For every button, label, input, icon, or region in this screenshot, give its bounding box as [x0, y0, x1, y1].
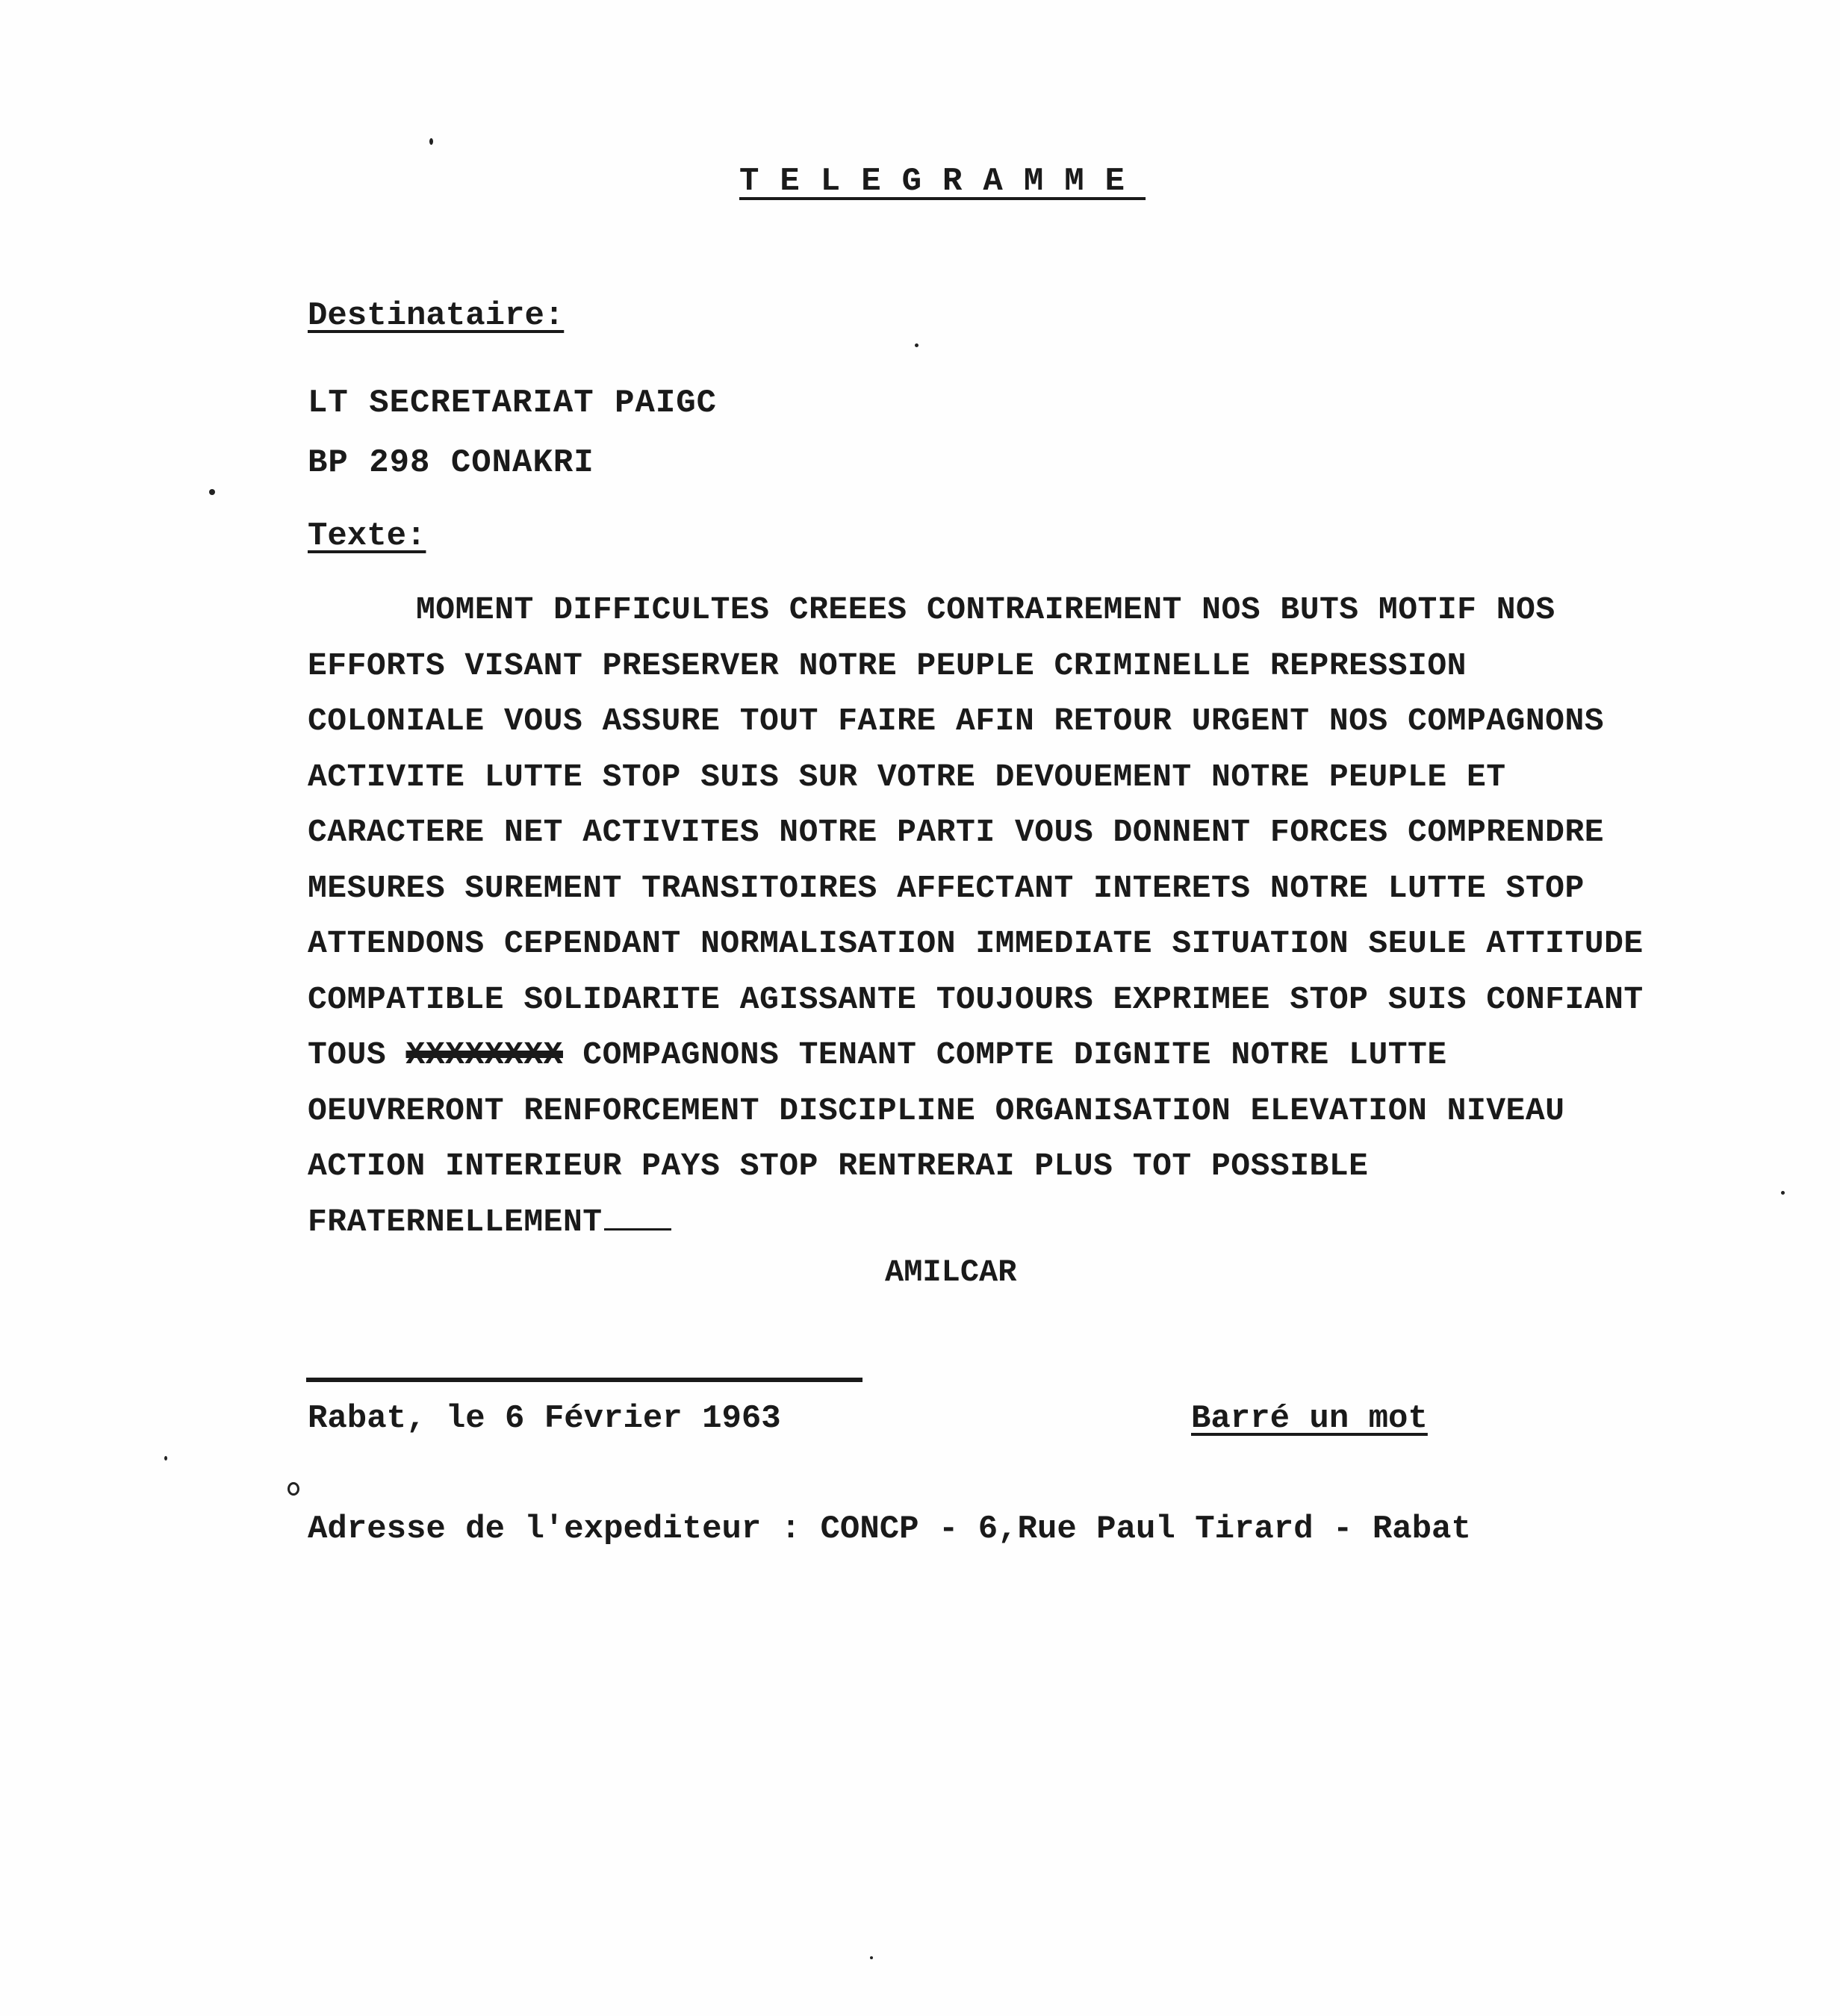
body-line: ACTIVITE LUTTE STOP SUIS SUR VOTRE DEVOUEMENT NOTRE PEUPLE ET	[308, 758, 1506, 795]
body-fragment: COMPAGNONS TENANT COMPTE DIGNITE NOTRE LUTTE	[582, 1036, 1447, 1073]
scan-speck	[915, 343, 919, 347]
closing-word: FRATERNELLEMENT	[308, 1203, 603, 1240]
struck-word: XXXXXXXX	[405, 1036, 563, 1073]
scan-speck	[429, 138, 433, 145]
body-fragment: TOUS	[308, 1036, 387, 1073]
body-line: ATTENDONS CEPENDANT NORMALISATION IMMEDIATE SITUATION SEULE ATTITUDE	[308, 925, 1644, 962]
text-label: Texte:	[308, 517, 426, 555]
body-line: MESURES SUREMENT TRANSITOIRES AFFECTANT INTERETS NOTRE LUTTE STOP	[308, 869, 1585, 906]
sender-address: Adresse de l'expediteur : CONCP - 6,Rue Paul Tirard - Rabat	[308, 1511, 1471, 1548]
body-line: MOMENT DIFFICULTES CREEES CONTRAIREMENT NOS BUTS MOTIF NOS	[416, 591, 1555, 628]
body-line: COLONIALE VOUS ASSURE TOUT FAIRE AFIN RETOUR URGENT NOS COMPAGNONS	[308, 703, 1605, 739]
signature: AMILCAR	[885, 1254, 1017, 1290]
date-line: Rabat, le 6 Février 1963	[308, 1400, 781, 1437]
scan-speck	[1781, 1191, 1785, 1195]
body-line: CARACTERE NET ACTIVITES NOTRE PARTI VOUS DONNENT FORCES COMPRENDRE	[308, 814, 1605, 850]
closing-underscore	[604, 1228, 671, 1231]
scan-speck	[870, 1956, 873, 1959]
recipient-label: Destinataire:	[308, 297, 565, 335]
document-title: TELEGRAMME	[739, 163, 1146, 200]
scan-speck	[288, 1482, 299, 1496]
correction-note: Barré un mot	[1191, 1400, 1428, 1437]
closing-line	[308, 1195, 1816, 1251]
recipient-line-1: LT SECRETARIAT PAIGC	[308, 385, 718, 422]
scan-speck	[164, 1456, 167, 1460]
body-line: OEUVRERONT RENFORCEMENT DISCIPLINE ORGANISATION ELEVATION NIVEAU	[308, 1092, 1565, 1129]
recipient-line-2: BP 298 CONAKRI	[308, 444, 594, 482]
body-line: ACTION INTERIEUR PAYS STOP RENTRERAI PLUS TOT POSSIBLE	[308, 1148, 1369, 1184]
separator-rule	[306, 1378, 862, 1382]
body-line: EFFORTS VISANT PRESERVER NOTRE PEUPLE CRIMINELLE REPRESSION	[308, 647, 1467, 684]
telegram-body	[308, 582, 1816, 1250]
scan-speck	[209, 489, 215, 495]
body-line: COMPATIBLE SOLIDARITE AGISSANTE TOUJOURS EXPRIMEE STOP SUIS CONFIANT	[308, 980, 1644, 1018]
body-line-with-strikeout	[308, 1027, 1816, 1083]
